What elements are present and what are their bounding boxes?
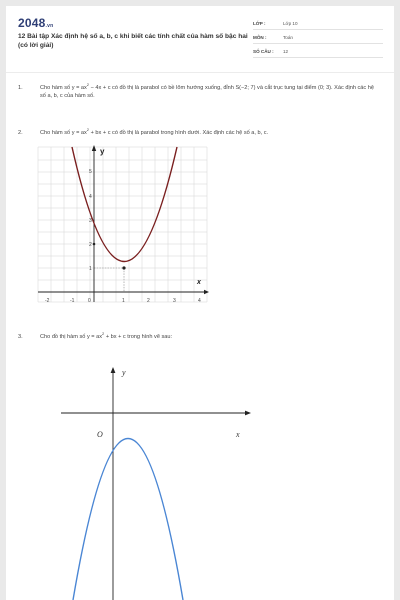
meta-label: SỐ CÂU : — [253, 49, 274, 54]
document-header — [6, 6, 394, 68]
site-logo[interactable]: 2048.vn — [18, 16, 54, 30]
question-text: Cho đồ thị hàm số $y = ax^2$ + bx + c trong hình vẽ sau: — [40, 331, 173, 340]
x-tick: 3 — [173, 298, 176, 304]
x-axis-label: x — [236, 430, 240, 439]
y-tick: 4 — [89, 194, 92, 200]
y-axis-arrow — [111, 367, 116, 373]
y-tick: 2 — [89, 242, 92, 248]
x-tick: 4 — [198, 298, 201, 304]
meta-value: Toán — [283, 35, 293, 40]
meta-subject — [253, 33, 383, 44]
x-tick-labels — [45, 298, 201, 304]
x-axis-arrow — [204, 290, 209, 294]
meta-value: Lớp 10 — [283, 21, 298, 26]
parabola-grid-graph — [34, 140, 214, 312]
y-tick: 3 — [89, 218, 92, 224]
origin-label: O — [97, 430, 103, 439]
question-number: 1. — [18, 85, 23, 91]
document-page — [6, 6, 394, 600]
parabola-curve — [72, 147, 177, 262]
grid-lines — [38, 147, 207, 302]
meta-label: LỚP : — [253, 21, 266, 26]
y-tick: 1 — [89, 266, 92, 272]
header-divider — [6, 72, 394, 73]
meta-question-count — [253, 47, 383, 58]
meta-value: 12 — [283, 49, 289, 54]
y-tick: 5 — [89, 169, 92, 175]
y-intercept-point — [93, 243, 96, 246]
y-tick-labels — [89, 169, 92, 272]
document-title: 12 Bài tập Xác định hệ số a, b, c khi biết các tính chất của hàm số bậc hai (có lời giải) — [18, 33, 248, 49]
vertex-point — [122, 266, 125, 269]
x-tick: 1 — [122, 298, 125, 304]
parabola-curve — [73, 439, 183, 600]
x-axis-arrow — [245, 411, 251, 416]
y-axis-arrow — [92, 145, 96, 151]
y-axis-label: y — [122, 368, 126, 377]
question-text: Cho hàm số $y = ax^2$ + bx + c có đồ thị là parabol trong hình dưới. Xác định các hệ số a, b, c. — [40, 127, 269, 136]
x-tick: 0 — [88, 298, 91, 304]
y-axis-label: y — [100, 147, 105, 156]
question-number: 2. — [18, 130, 23, 136]
x-tick: 2 — [147, 298, 150, 304]
x-axis-label: x — [197, 279, 201, 286]
x-tick: -2 — [45, 298, 50, 304]
question-text: Cho hàm số $y = ax^2 - 4x + c$ có đồ thị là parabol có bề lõm hướng xuống, đỉnh S(−2; 7) và cắt trục tung tại điểm (0; 3). Xác định các hệ số a, b, c của hàm số. — [40, 82, 374, 100]
meta-label: MÔN : — [253, 35, 267, 40]
x-tick: -1 — [70, 298, 75, 304]
question-number: 3. — [18, 334, 23, 340]
meta-class — [253, 19, 383, 30]
parabola-downward-graph — [61, 361, 266, 600]
